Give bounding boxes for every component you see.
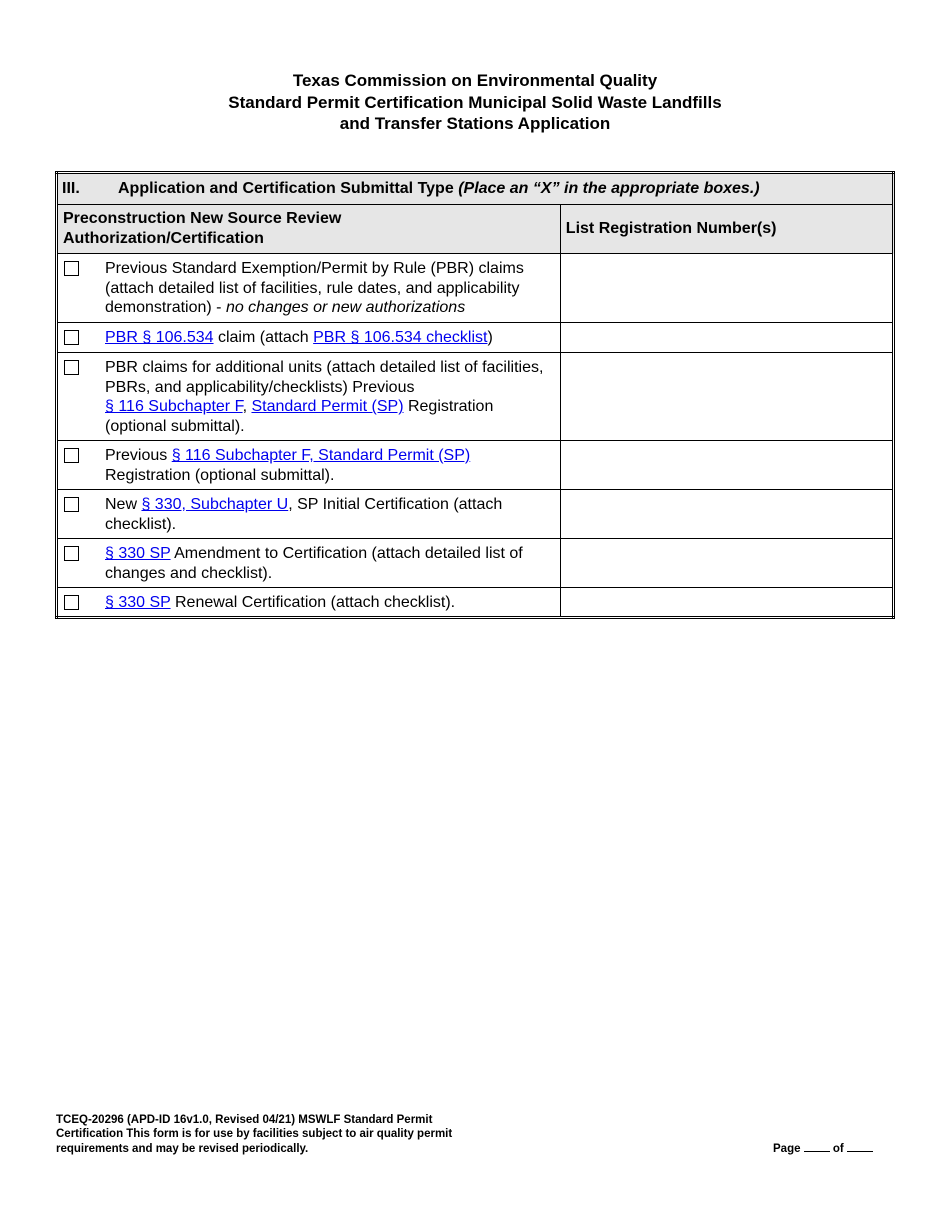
table-row xyxy=(57,539,894,588)
item-text: Previous Standard Exemption/Permit by Rule (PBR) claims (attach detailed list of facilities, rule dates, and applicability demonstration) - xyxy=(105,260,524,316)
table-row xyxy=(57,588,894,618)
item-description xyxy=(57,353,561,441)
section-title: Application and Certification Submittal Type xyxy=(118,180,454,197)
form-footer xyxy=(56,1113,506,1156)
checkbox[interactable] xyxy=(64,546,79,561)
table-row xyxy=(57,254,894,323)
column-header-authorization-line2: Authorization/Certification xyxy=(63,230,264,247)
item-text: claim (attach xyxy=(213,329,314,346)
form-id-line1: TCEQ-20296 (APD-ID 16v1.0, Revised 04/21) MSWLF Standard Permit xyxy=(56,1114,433,1126)
item-text-end: Registration (optional submittal). xyxy=(105,398,494,435)
item-italic-text: no changes or new authorizations xyxy=(225,299,466,316)
pbr-106-534-checklist-link[interactable]: PBR § 106.534 checklist xyxy=(313,329,488,346)
item-text: New xyxy=(105,496,142,513)
page-number xyxy=(773,1141,873,1155)
item-text: Previous xyxy=(105,447,172,464)
item-description xyxy=(57,490,561,539)
registration-number-field[interactable] xyxy=(560,323,893,353)
item-text-end: Renewal Certification (attach checklist). xyxy=(170,594,456,611)
item-description xyxy=(57,539,561,588)
form-title-line1: Standard Permit Certification Municipal Solid Waste Landfills xyxy=(228,92,722,112)
item-description xyxy=(57,323,561,353)
item-text-end: , SP Initial Certification (attach checklist). xyxy=(105,496,503,533)
agency-title: Texas Commission on Environmental Quality xyxy=(292,71,658,90)
item-description xyxy=(57,254,561,323)
table-row xyxy=(57,490,894,539)
item-text-end: Amendment to Certification (attach detailed list of changes and checklist). xyxy=(105,545,523,582)
checkbox[interactable] xyxy=(64,595,79,610)
registration-number-field[interactable] xyxy=(560,254,893,323)
column-header-authorization-line1: Preconstruction New Source Review xyxy=(63,210,342,227)
column-header-row xyxy=(57,205,894,254)
column-header-authorization xyxy=(57,205,561,254)
registration-number-field[interactable] xyxy=(560,353,893,441)
item-text: PBR claims for additional units (attach detailed list of facilities, PBRs, and applicability/checklists) Previous xyxy=(105,359,544,396)
table-row xyxy=(57,441,894,490)
form-id-line3: requirements and may be revised periodically. xyxy=(56,1142,309,1155)
checkbox[interactable] xyxy=(64,360,79,375)
registration-number-field[interactable] xyxy=(560,539,893,588)
column-header-registration: List Registration Number(s) xyxy=(560,205,893,254)
checkbox[interactable] xyxy=(64,448,79,463)
registration-number-field[interactable] xyxy=(560,588,893,618)
subchapter-f-standard-permit-link[interactable]: § 116 Subchapter F, Standard Permit (SP) xyxy=(171,447,471,464)
checkbox[interactable] xyxy=(64,261,79,276)
submittal-type-table xyxy=(55,171,895,619)
section-330-sp-link[interactable]: § 330 SP xyxy=(105,594,171,611)
table-row xyxy=(57,323,894,353)
section-header-row xyxy=(57,173,894,205)
checkbox[interactable] xyxy=(64,330,79,345)
page-number-blank xyxy=(804,1141,830,1152)
section-number: III. xyxy=(62,180,80,197)
page-label: Page xyxy=(773,1143,801,1155)
section-instruction: (Place an “X” in the appropriate boxes.) xyxy=(458,180,760,197)
of-label: of xyxy=(832,1143,844,1155)
form-title-line2: and Transfer Stations Application xyxy=(339,114,611,133)
registration-number-field[interactable] xyxy=(560,490,893,539)
registration-number-field[interactable] xyxy=(560,441,893,490)
item-text-end: ) xyxy=(487,329,493,346)
pbr-106-534-link[interactable]: PBR § 106.534 xyxy=(105,329,214,346)
item-description xyxy=(57,588,561,618)
subchapter-u-link[interactable]: § 330, Subchapter U xyxy=(141,496,289,513)
section-330-sp-link[interactable]: § 330 SP xyxy=(105,545,171,562)
section-header xyxy=(57,173,894,205)
document-header xyxy=(0,70,950,135)
subchapter-f-link[interactable]: § 116 Subchapter F xyxy=(105,398,243,415)
standard-permit-link[interactable]: Standard Permit (SP) xyxy=(251,398,404,415)
item-description xyxy=(57,441,561,490)
item-text-end: Registration (optional submittal). xyxy=(105,466,335,484)
checkbox[interactable] xyxy=(64,497,79,512)
item-separator: , xyxy=(242,398,252,415)
table-row xyxy=(57,353,894,441)
page-total-blank xyxy=(847,1141,873,1152)
form-id-line2: Certification This form is for use by facilities subject to air quality permit xyxy=(56,1128,453,1141)
